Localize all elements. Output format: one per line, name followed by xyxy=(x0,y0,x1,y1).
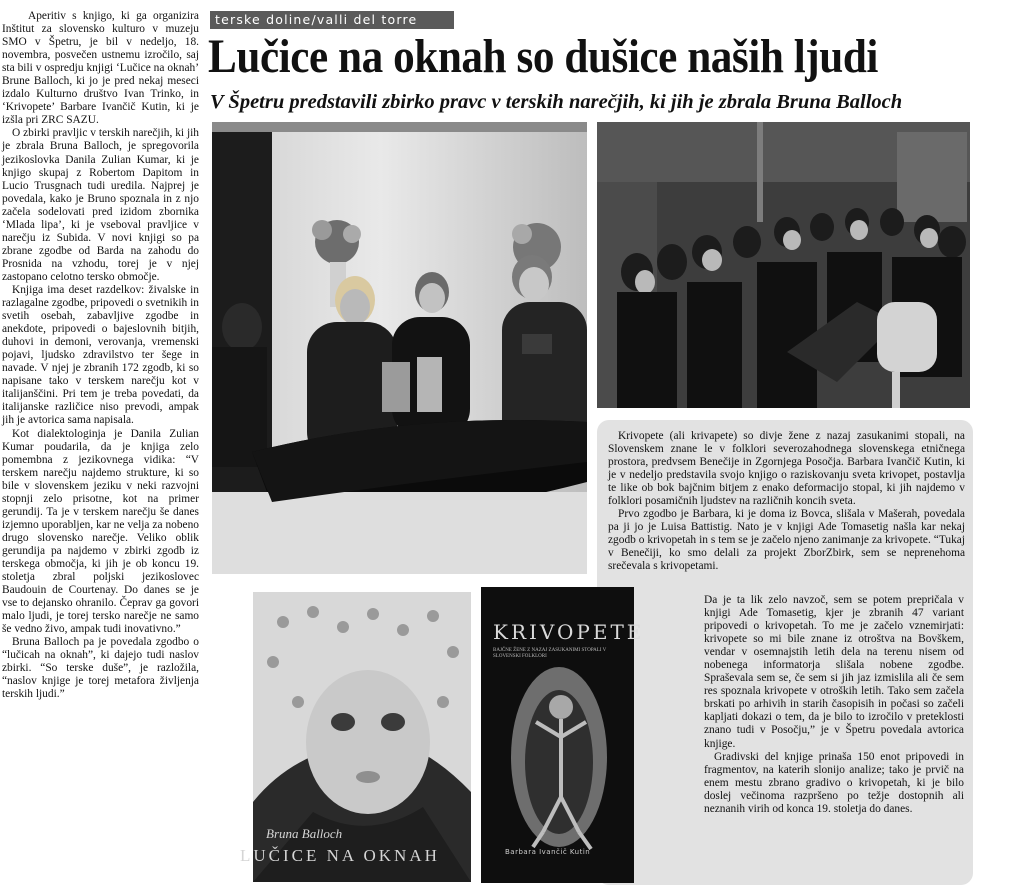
paragraph: Bruna Balloch pa je povedala zgodbo o “lučicah na oknah”, ki daјеjo tudi naslov zbirki. “So terske duše”, je razložila, “naslov knjige je torej metafora življenja terskih ljudi.” xyxy=(2,636,199,701)
paragraph: Aperitiv s knjigo, ki ga organizira Inštitut za slovensko kulturo v muzeju SMO v Špetru, je bil v nedeljo, 18. novembra, posvečen ustnemu izročilo, saj sta bili v ospredju knjigi ‘Lučice na oknah’ Brune Balloch, ki jo je pred nekaj meseci izdalo Kulturno društvo Ivan Trinko, in ‘Krivopete’ Barbare Ivančič Kutin, ki je izšla pri ZRC SAZU. xyxy=(2,10,199,127)
subheadline: V Špetru predstavili zbirko pravc v terskih narečjih, ki jih je zbrala Bruna Balloch xyxy=(210,91,903,113)
article-left-column xyxy=(2,10,199,701)
paragraph: Krivopete (ali krivapete) so divje žene z nazaj zasukanimi stopali, na Slovenskem znane le v folklori severozahodnega slovenskega etničnega prostora, predvsem Benečije in Zgornjega Posočja. Barbara Ivančič Kutin, ki je v nedeljo predstavila svojo knjigo o raziskovanju sveta krivopet, postavlja te like ob bok bajčnim bitjem z enako deformacijo stopal, ki jih najdemo v folklori posamičnih ljudstev na različnih koncih sveta. xyxy=(608,430,965,508)
book-title: KRIVOPETE xyxy=(493,620,645,644)
paragraph: Da je ta lik zelo navzoč, sem se potem prepričala v knjigi Ade Tomasetig, kjer je zbranih 47 variant pripovedi o krivopetah. To me je začelo vznemirjati: krivopete so mi bile znane iz otroštva na Bovškem, vendar v osemnajstih letih dela na terenu nisem od nobenega informatorja slišala nobene zgodbe. Spraševala sem se, če sem si jih jaz izmislila ali če sem res spoznala krivopete v otroških letih. Tako sem začela brskati po arhivih in starih časopisih in počasi so začeli kapljati dokazi o tem, da je bilo to izročilo v preteklosti znano tudi v Posočju,” je v Špetru povedala avtorica knjige. xyxy=(704,594,964,750)
paragraph: Knjiga ima deset razdelkov: živalske in razlagalne zgodbe, pripovedi o svetnikih in svetih osebah, zabavljive zgodbe in anekdote, pripovedi o bajeslovnih bitjih, duhovi in demoni, verovanja, vremenski pojavi, ljudsko zdravilstvo ter šege in navade. V njej je zbranih 172 zgodb, ki so napisane tako v terskem narečju kot v italijanščini. Pri tem je treba povedati, da italijanske različice niso prevodi, ampak jih je avtorica sama napisala. xyxy=(2,283,199,427)
photo-presenters xyxy=(212,122,587,574)
photo-audience xyxy=(597,122,970,408)
paragraph: Gradivski del knjige prinaša 150 enot pripovedi in fragmentov, na katerih slonijo analize; tako je prvič na enem mestu zbrano gradivo o krivopetah, ki je bilo doslej večinoma razpršeno po težje dostopnih ali neznanih virih od konca 19. stoletja do danes. xyxy=(704,750,964,815)
headline: Lučice na oknah so dušice naših ljudi xyxy=(208,30,878,83)
paragraph: O zbirki pravljic v terskih narečjih, ki jih je zbrala Bruna Balloch, je spregovorila jezikoslovka Danila Zulian Kumar, ki je knjigo skupaj z Robertom Dapitom in Luciо Trusgnach tudi uredila. Najprej je povedala, kako je Bruno spoznala in z njo začela sodelovati pred izidom zbornika ‘Mlada lipa’, ki je vseboval pravljice v narečju iz Subida. V novi knjigi so pa zbrane zgodbe od Barda na zahodu do Prosnida na vzhodu, torej je v njej zastopano celotno tersko območje. xyxy=(2,127,199,283)
cover-author: Bruna Balloch xyxy=(266,826,343,841)
paragraph: Prvo zgodbo je Barbara, ki je doma iz Bovca, slišala v Mašerah, povedala pa ji jo je Luisa Battistig. Nato je v knjigi Ade Tomasetig našla kar nekaj zgodb o krivopetah in s tem se je začelo njeno zanimanje za krivopete. “Tukaj v Benečiji, ko smo delali za projekt ZborZbirk, sem se neprenehoma srečevala s krivopetami. xyxy=(608,508,965,573)
sidebar-wrap-text xyxy=(704,594,964,816)
sidebar-text xyxy=(608,430,965,574)
cover-title: LUČICE NA OKNAH xyxy=(240,846,440,865)
paragraph: Kot dialektologinja je Danila Zulian Kumar poudarila, da je knjiga zelo pomembna z jezikovnega vidika: “V terskem narečju najdemo strukture, ki so bile v slovenskem jeziku v neki razvojni stopnji zelo prisotne, kot na primer gerundij. Ta je v terskem narečju še danes izjemno uporabljen, kar ne velja za nobeno drugo slovensko narečje. Veliko oblik gerundija pa najdemo v zbirki zgodb iz terskega območja, ki jih je ob koncu 19. stoletja zbral poljski jezikoslovec Baudouin de Courtenay. Do danes se je vse to dejansko ohranilo. Čeprav ga govori malo ljudi, je torej tersko narečje ne samo še vedno živo, ampak tudi inovativno.” xyxy=(2,427,199,636)
section-tag: terske doline/valli del torre xyxy=(210,11,454,29)
book-author: Barbara Ivančič Kutin xyxy=(505,848,591,856)
book-subtitle: BAJČNE ŽENE Z NAZAJ ZASUKANIMI STOPALI V SLOVENSKI FOLKLORI xyxy=(493,648,607,659)
